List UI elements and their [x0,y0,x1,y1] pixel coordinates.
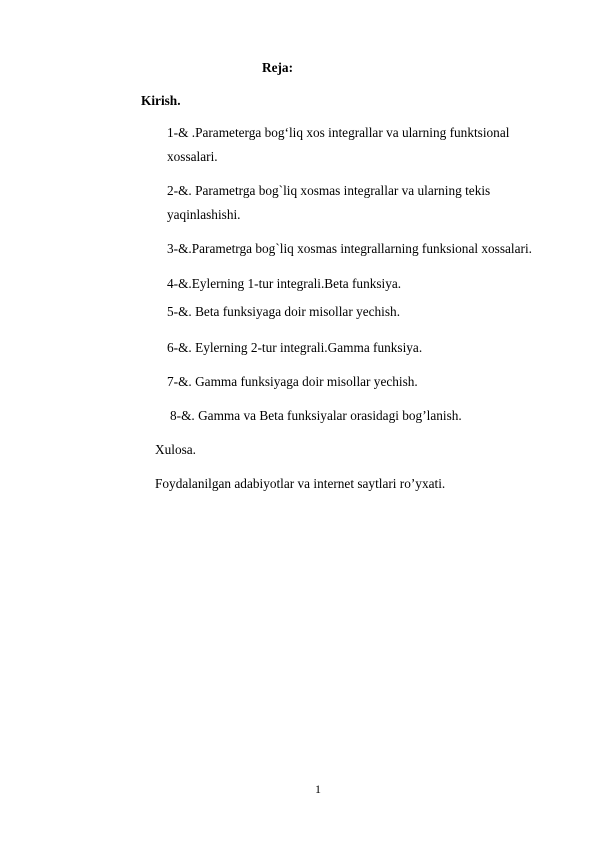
page-number: 1 [315,782,321,796]
plan-item-2: 2-&. Parametrga bog`liq xosmas integrallar va ularning tekis [167,183,491,198]
plan-item-1-continuation: xossalari. [167,149,218,164]
conclusion-item: Xulosa. [155,442,196,457]
plan-item-2-continuation: yaqinlashishi. [167,207,241,222]
plan-item-5: 5-&. Beta funksiyaga doir misollar yechish. [167,304,401,319]
plan-item-1: 1-& .Parameterga bog‘liq xos integrallar va ularning funktsional [167,125,510,140]
plan-item-8: 8-&. Gamma va Beta funksiyalar orasidagi bog’lanish. [170,408,462,423]
plan-item-7: 7-&. Gamma funksiyaga doir misollar yechish. [167,374,418,389]
introduction-heading: Kirish. [141,93,181,108]
plan-item-6: 6-&. Eylerning 2-tur integrali.Gamma funksiya. [167,340,423,355]
references-item: Foydalanilgan adabiyotlar va internet saytlari ro’yxati. [155,476,446,491]
plan-item-4: 4-&.Eylerning 1-tur integrali.Beta funksiya. [167,276,402,291]
plan-item-3: 3-&.Parametrga bog`liq xosmas integrallarning funksional xossalari. [167,241,532,256]
page-title: Reja: [262,60,294,75]
